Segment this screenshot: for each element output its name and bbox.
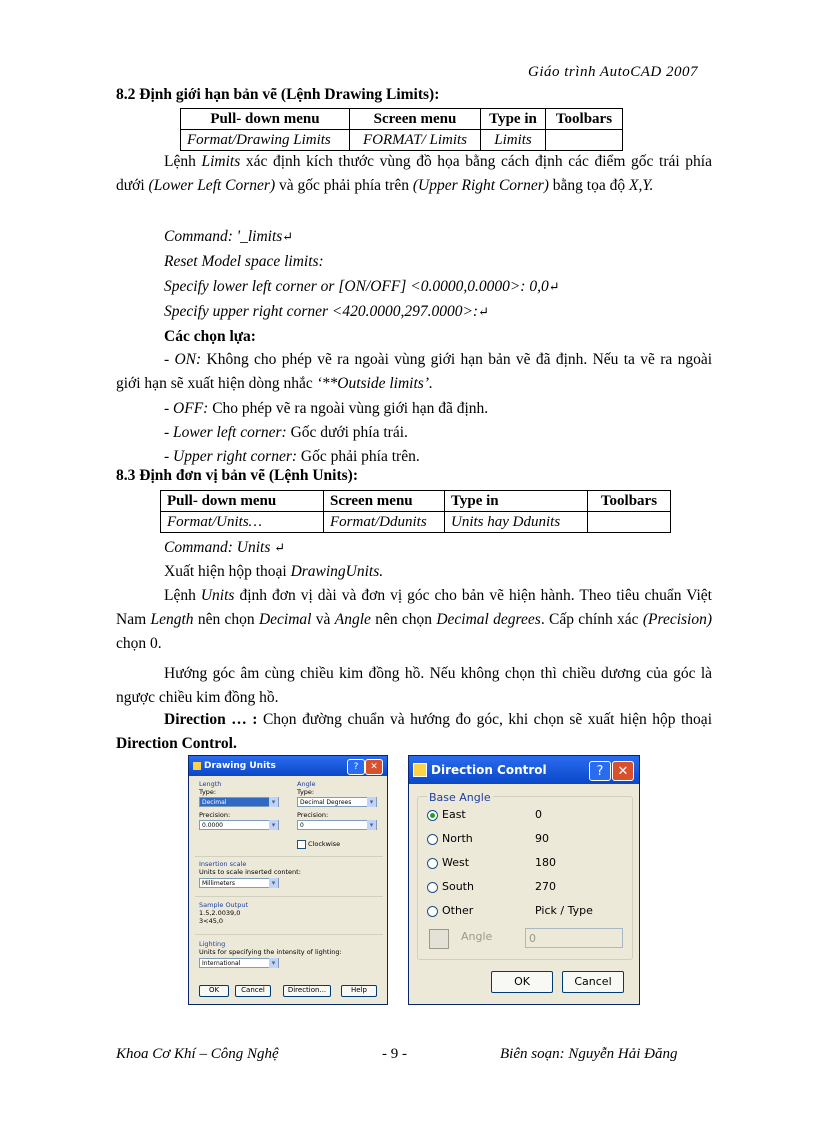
units-paragraph: Lệnh Units định đơn vị dài và đơn vị góc cho bản vẽ hiện hành. Theo tiêu chuẩn Việt Nam Length nên chọn Decimal và Angle nên chọn Decimal degrees. Cấp chính xác (Precision) chọn 0. — [116, 587, 713, 652]
close-icon[interactable]: ✕ — [365, 759, 383, 775]
angle-precision-select[interactable]: 0 ▾ — [297, 820, 377, 830]
direction-button[interactable]: Direction... — [283, 985, 331, 997]
clockwise-checkbox[interactable] — [297, 840, 306, 849]
option-upper-right: - Upper right corner: Gốc phải phía trên. — [164, 448, 420, 465]
footer-right: Biên soạn: Nguyễn Hải Đăng — [500, 1046, 678, 1062]
table-header: Pull- down menu — [161, 491, 324, 512]
app-icon — [193, 762, 201, 770]
divider — [195, 896, 383, 897]
sample-output-label: Sample Output — [199, 901, 249, 909]
angle-label: Angle — [461, 930, 493, 943]
help-icon[interactable]: ? — [347, 759, 365, 775]
sample-output-line1: 1.5,2.0039,0 — [199, 909, 241, 917]
footer-left: Khoa Cơ Khí – Công Nghệ — [116, 1046, 279, 1062]
cancel-button[interactable]: Cancel — [235, 985, 271, 997]
close-icon[interactable]: ✕ — [612, 761, 634, 781]
drawing-units-dialog — [188, 755, 388, 1005]
insertion-scale-select[interactable]: Millimeters ▾ — [199, 878, 279, 888]
west-label: West — [442, 856, 470, 869]
divider — [195, 856, 383, 857]
length-precision-select[interactable]: 0.0000 ▾ — [199, 820, 279, 830]
west-radio[interactable] — [427, 858, 438, 869]
table-cell: Format/Units… — [161, 512, 324, 533]
ok-button[interactable]: OK — [491, 971, 553, 993]
clockwise-paragraph: Hướng góc âm cùng chiều kim đồng hồ. Nếu không chọn thì chiều dương của góc là ngược chiều kim đồng hồ. — [116, 665, 712, 706]
direction-paragraph: Direction … : Chọn đường chuẩn và hướng đo góc, khi chọn sẽ xuất hiện hộp thoại Direction Control. — [116, 711, 712, 752]
divider — [195, 934, 383, 935]
table-cell — [588, 512, 671, 533]
length-precision-label: Precision: — [199, 811, 231, 819]
angle-type-select[interactable]: Decimal Degrees ▾ — [297, 797, 377, 807]
angle-group-label: Angle — [297, 780, 316, 788]
table-header: Screen menu — [350, 109, 481, 130]
help-icon[interactable]: ? — [589, 761, 611, 781]
section-heading-8-2: 8.2 Định giới hạn bản vẽ (Lệnh Drawing Limits): — [116, 86, 440, 103]
table-cell: Limits — [481, 130, 546, 151]
east-label: East — [442, 808, 466, 821]
section-heading-8-3: 8.3 Định đơn vị bản vẽ (Lệnh Units): — [116, 467, 358, 484]
table-cell: Format/Ddunits — [324, 512, 445, 533]
dialog-title: Drawing Units — [204, 761, 276, 771]
ok-button[interactable]: OK — [199, 985, 229, 997]
running-header: Giáo trình AutoCAD 2007 — [528, 64, 698, 80]
option-lower-left: - Lower left corner: Gốc dưới phía trái. — [164, 424, 408, 441]
table-cell — [546, 130, 623, 151]
north-label: North — [442, 832, 473, 845]
option-off: - OFF: Cho phép vẽ ra ngoài vùng giới hạn đã định. — [164, 400, 489, 417]
table-header: Type in — [481, 109, 546, 130]
units-command-line: Command: Units ↵ — [164, 539, 286, 556]
command-line-2: Reset Model space limits: — [164, 253, 324, 270]
lighting-sub: Units for specifying the intensity of lighting: — [199, 948, 342, 956]
base-angle-label: Base Angle — [429, 791, 491, 804]
direction-control-dialog — [408, 755, 640, 1005]
table-cell: Units hay Ddunits — [445, 512, 588, 533]
table-header: Toolbars — [588, 491, 671, 512]
insertion-scale-sub: Units to scale inserted content: — [199, 868, 301, 876]
limits-paragraph: Lệnh Limits xác định kích thước vùng đồ họa bằng cách định các điểm gốc trái phía dưới (Lower Left Corner) và gốc phải phía trên (Upper Right Corner) bằng tọa độ X,Y. — [116, 153, 712, 194]
app-icon — [413, 763, 427, 777]
table-header: Type in — [445, 491, 588, 512]
other-value: Pick / Type — [535, 904, 593, 917]
angle-input[interactable]: 0 — [525, 928, 623, 948]
dialog-intro-line: Xuất hiện hộp thoại DrawingUnits. — [164, 563, 384, 580]
north-value: 90 — [535, 832, 549, 845]
table-header: Pull- down menu — [181, 109, 350, 130]
lighting-label: Lighting — [199, 940, 226, 948]
insertion-scale-label: Insertion scale — [199, 860, 247, 868]
east-value: 0 — [535, 808, 542, 821]
clockwise-label: Clockwise — [308, 840, 341, 848]
length-type-label: Type: — [199, 788, 217, 796]
table-header: Toolbars — [546, 109, 623, 130]
angle-type-label: Type: — [297, 788, 315, 796]
limits-command-table — [180, 108, 623, 151]
other-label: Other — [442, 904, 474, 917]
south-label: South — [442, 880, 474, 893]
table-cell: Format/Drawing Limits — [181, 130, 350, 151]
units-command-table — [160, 490, 671, 533]
angle-precision-label: Precision: — [297, 811, 329, 819]
length-group-label: Length — [199, 780, 222, 788]
table-header: Screen menu — [324, 491, 445, 512]
south-value: 270 — [535, 880, 556, 893]
dialog-title: Direction Control — [431, 763, 547, 777]
options-title: Các chọn lựa: — [164, 328, 256, 345]
table-cell: FORMAT/ Limits — [350, 130, 481, 151]
south-radio[interactable] — [427, 882, 438, 893]
west-value: 180 — [535, 856, 556, 869]
command-line-3: Specify lower left corner or [ON/OFF] <0.0000,0.0000>: 0,0↵ — [164, 278, 560, 295]
sample-output-line2: 3<45,0 — [199, 917, 224, 925]
page-number: - 9 - — [382, 1046, 407, 1062]
length-type-select[interactable]: Decimal ▾ — [199, 797, 279, 807]
east-radio[interactable] — [427, 810, 438, 821]
command-line-1: Command: '_limits↵ — [164, 228, 294, 245]
other-radio[interactable] — [427, 906, 438, 917]
command-line-4: Specify upper right corner <420.0000,297.0000>:↵ — [164, 303, 489, 320]
cancel-button[interactable]: Cancel — [562, 971, 624, 993]
lighting-select[interactable]: International ▾ — [199, 958, 279, 968]
help-button[interactable]: Help — [341, 985, 377, 997]
option-on: - ON: Không cho phép vẽ ra ngoài vùng giới hạn bản vẽ đã định. Nếu ta vẽ ra ngoài giới hạn sẽ xuất hiện dòng nhắc ‘**Outside limits’. — [116, 351, 712, 392]
pick-angle-icon[interactable] — [429, 929, 449, 949]
north-radio[interactable] — [427, 834, 438, 845]
